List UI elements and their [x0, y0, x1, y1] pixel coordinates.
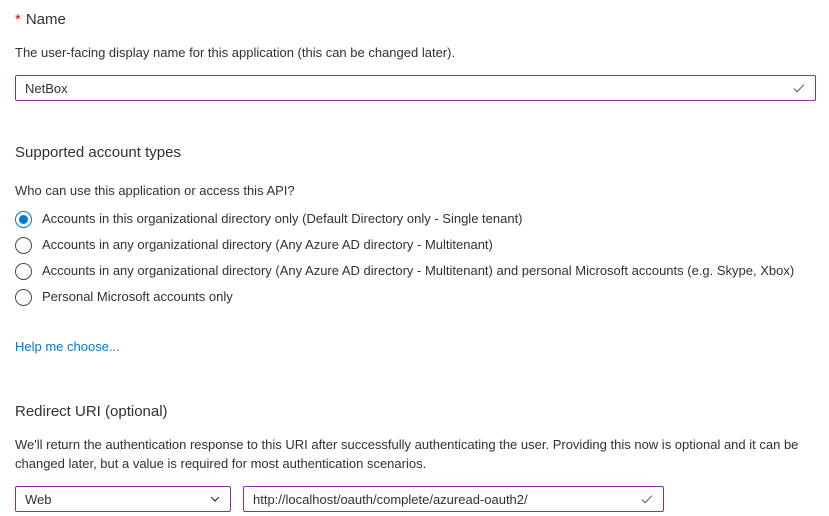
- platform-select-value: Web: [25, 491, 52, 507]
- help-me-choose-link[interactable]: Help me choose...: [15, 339, 120, 354]
- platform-select[interactable]: [15, 486, 231, 512]
- name-section-title: [15, 10, 816, 30]
- radio-label: Accounts in this organizational directory only (Default Directory only - Single tenant): [42, 211, 523, 226]
- valid-check-icon: [640, 492, 663, 506]
- radio-label: Personal Microsoft accounts only: [42, 289, 233, 304]
- required-asterisk: *: [15, 11, 21, 28]
- name-title-text: Name: [25, 11, 66, 28]
- account-type-option-personal-only[interactable]: [15, 288, 816, 306]
- radio-icon[interactable]: [15, 237, 32, 254]
- valid-check-icon: [792, 81, 815, 95]
- redirect-uri-row: [15, 486, 816, 512]
- name-input[interactable]: [16, 76, 792, 100]
- name-input-box: [15, 75, 816, 101]
- account-types-title: Supported account types: [15, 144, 181, 161]
- section-divider-space: [15, 101, 816, 143]
- radio-icon[interactable]: [15, 289, 32, 306]
- radio-label: Accounts in any organizational directory (Any Azure AD directory - Multitenant): [42, 237, 493, 252]
- account-types-radio-group: [15, 210, 816, 306]
- redirect-uri-title: Redirect URI (optional): [15, 403, 168, 420]
- name-description: The user-facing display name for this application (this can be changed later).: [15, 45, 456, 60]
- account-types-question: Who can use this application or access this API?: [15, 183, 295, 198]
- redirect-uri-input-box: [243, 486, 664, 512]
- chevron-down-icon: [209, 493, 221, 505]
- radio-label: Accounts in any organizational directory (Any Azure AD directory - Multitenant) and personal Microsoft accounts (e.g. Skype, Xbox): [42, 263, 795, 278]
- redirect-uri-input[interactable]: [244, 487, 640, 511]
- account-type-option-single-tenant[interactable]: [15, 210, 816, 228]
- account-type-option-multitenant-personal[interactable]: [15, 262, 816, 280]
- account-type-option-multitenant[interactable]: [15, 236, 816, 254]
- redirect-uri-description: We'll return the authentication response to this URI after successfully authenticating the user. Providing this now is optional and it can be changed later, but a value is required for most authentication scenarios.: [15, 437, 799, 471]
- radio-icon[interactable]: [15, 211, 32, 228]
- radio-icon[interactable]: [15, 263, 32, 280]
